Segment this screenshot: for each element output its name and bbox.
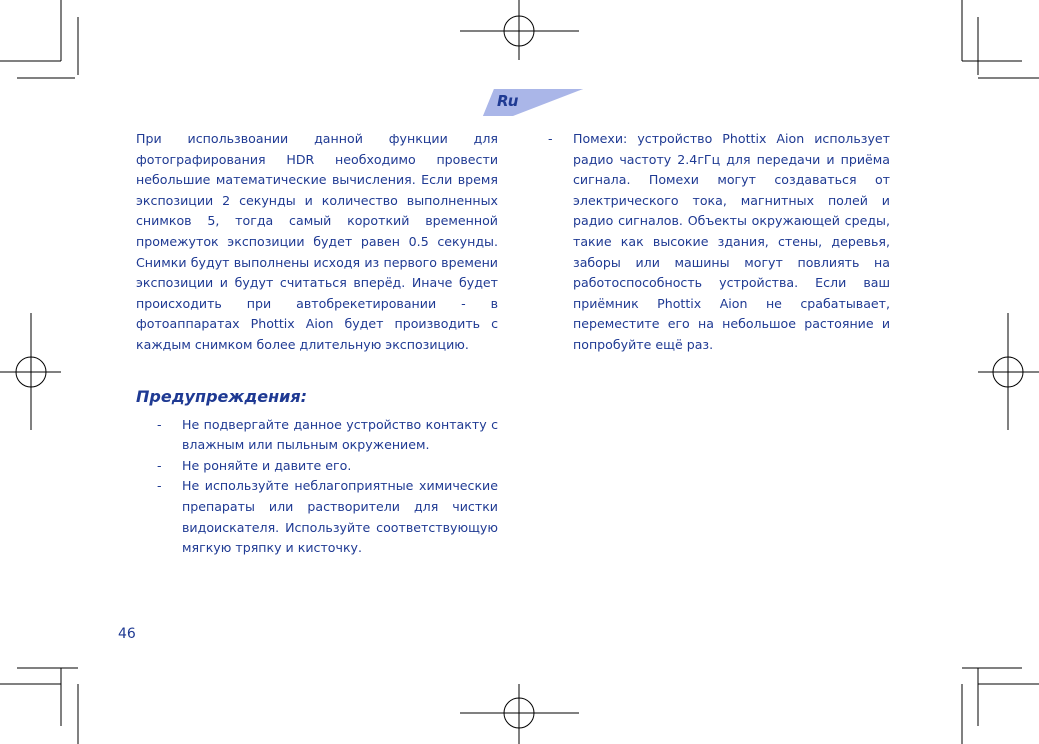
interference-text: Помехи: устройство Phottix Aion использует радио частоту 2.4гГц для передачи и приёма сигнала. Помехи могут создаваться от электрического тока, магнитных полей и радио сигналов. Объекты окружающей среды, такие как высокие здания, стены, деревья, заборы или машины могут повлиять на работоспособность устройства. Если ваш приёмник Phottix Aion не срабатывает, переместите его на небольшое растояние и попробуйте ещё раз. — [573, 131, 890, 352]
left-column — [136, 129, 498, 559]
warnings-title: Предупреждения: — [136, 386, 308, 406]
warnings-list — [157, 415, 498, 559]
list-dash: - — [157, 457, 162, 473]
warning-item — [157, 476, 498, 558]
language-tab — [483, 89, 583, 116]
warning-text: Не используйте неблагоприятные химические препараты или растворители для чистки видоискателя. Используйте соответствующую мягкую тряпку и кисточку. — [182, 478, 498, 556]
hdr-intro-paragraph: При использвоании данной функции для фотографирования HDR необходимо провести небольшие математические вычисления. Если время экспозиции 2 секунды и количество выполненных снимков 5, тогда самый короткий временной промежуток экспозиции будет равен 0.5 секунды. Снимки будут выполнены исходя из первого времени экспозиции и будут считаться вперёд. Иначе будет происходить при автобрекетировании - в фотоаппаратах Phottix Aion будет производить с каждым снимком более длительную экспозицию. — [136, 131, 498, 352]
right-column — [548, 129, 890, 356]
registration-target-right — [978, 313, 1039, 430]
language-label: Ru — [497, 92, 519, 110]
list-dash: - — [157, 478, 162, 494]
warning-item — [157, 456, 498, 477]
warning-text: Не роняйте и давите его. — [182, 457, 352, 473]
list-dash: - — [157, 416, 162, 432]
registration-target-left — [0, 313, 61, 430]
interference-item — [548, 129, 890, 356]
registration-target-bottom — [460, 684, 579, 744]
registration-target-top — [460, 0, 579, 60]
warning-item — [157, 415, 498, 456]
list-dash: - — [548, 131, 553, 146]
page-number: 46 — [118, 626, 136, 642]
warning-text: Не подвергайте данное устройство контакту с влажным или пыльным окружением. — [182, 416, 498, 453]
